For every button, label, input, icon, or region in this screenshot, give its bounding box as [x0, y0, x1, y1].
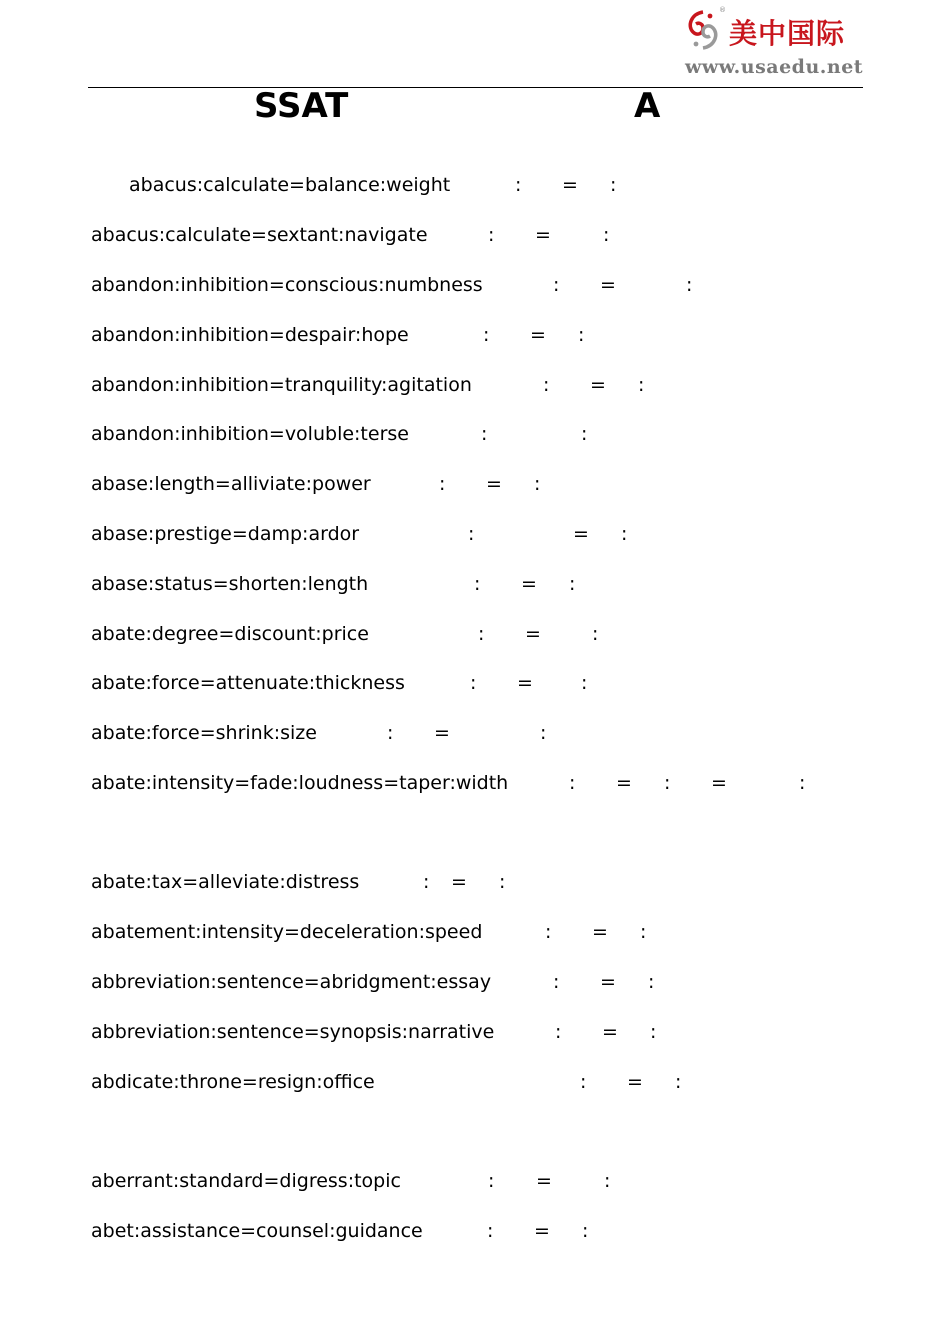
page-title-left: SSAT [254, 86, 349, 126]
colon-mark: : [664, 772, 671, 794]
colon-mark: : [604, 1170, 611, 1192]
analogy-text: abate:force=attenuate:thickness [91, 672, 405, 694]
analogy-row [0, 220, 950, 250]
colon-mark: : [543, 374, 550, 396]
analogy-row [0, 867, 950, 897]
colon-mark: : [470, 672, 477, 694]
colon-mark: : [650, 1021, 657, 1043]
analogy-text: abandon:inhibition=tranquility:agitation [91, 374, 472, 396]
usaedu-logo [683, 6, 863, 76]
analogy-text: abbreviation:sentence=synopsis:narrative [91, 1021, 495, 1043]
colon-mark: : [592, 623, 599, 645]
equals-mark: = [517, 672, 533, 694]
analogy-text: abacus:calculate=balance:weight [129, 174, 451, 196]
analogy-row [0, 170, 950, 200]
equals-mark: = [534, 1220, 550, 1242]
colon-mark: : [603, 224, 610, 246]
colon-mark: : [499, 871, 506, 893]
colon-mark: : [483, 324, 490, 346]
analogy-text: abandon:inhibition=despair:hope [91, 324, 409, 346]
colon-mark: : [488, 1170, 495, 1192]
equals-mark: = [562, 174, 578, 196]
analogy-text: abate:degree=discount:price [91, 623, 369, 645]
analogy-row [0, 1017, 950, 1047]
colon-mark: : [488, 224, 495, 246]
colon-mark: : [553, 971, 560, 993]
colon-mark: : [648, 971, 655, 993]
colon-mark: : [582, 1220, 589, 1242]
analogy-row [0, 1166, 950, 1196]
equals-mark: = [590, 374, 606, 396]
analogy-row [0, 718, 950, 748]
equals-mark: = [600, 274, 616, 296]
equals-mark: = [616, 772, 632, 794]
analogy-text: abatement:intensity=deceleration:speed [91, 921, 483, 943]
colon-mark: : [640, 921, 647, 943]
colon-mark: : [569, 573, 576, 595]
analogy-row [0, 619, 950, 649]
colon-mark: : [581, 423, 588, 445]
colon-mark: : [553, 274, 560, 296]
equals-mark: = [711, 772, 727, 794]
equals-mark: = [602, 1021, 618, 1043]
registered-mark: ® [719, 6, 726, 14]
analogy-row [0, 1067, 950, 1097]
equals-mark: = [592, 921, 608, 943]
colon-mark: : [675, 1071, 682, 1093]
colon-mark: : [439, 473, 446, 495]
analogy-row [0, 320, 950, 350]
colon-mark: : [423, 871, 430, 893]
equals-mark: = [525, 623, 541, 645]
analogy-row [0, 1216, 950, 1246]
analogy-text: abandon:inhibition=voluble:terse [91, 423, 409, 445]
analogy-row [0, 967, 950, 997]
colon-mark: : [621, 523, 628, 545]
analogy-row [0, 668, 950, 698]
analogy-row [0, 569, 950, 599]
colon-mark: : [474, 573, 481, 595]
colon-mark: : [578, 324, 585, 346]
analogy-text: abate:intensity=fade:loudness=taper:width [91, 772, 509, 794]
analogy-row [0, 469, 950, 499]
analogy-text: abate:force=shrink:size [91, 722, 317, 744]
colon-mark: : [686, 274, 693, 296]
colon-mark: : [610, 174, 617, 196]
colon-mark: : [569, 772, 576, 794]
logo-chinese-name: 美中国际 [729, 17, 846, 50]
colon-mark: : [638, 374, 645, 396]
analogy-row [0, 270, 950, 300]
analogy-row [0, 370, 950, 400]
equals-mark: = [573, 523, 589, 545]
analogy-row [0, 419, 950, 449]
colon-mark: : [534, 473, 541, 495]
colon-mark: : [515, 174, 522, 196]
colon-mark: : [468, 523, 475, 545]
analogy-text: abase:status=shorten:length [91, 573, 369, 595]
equals-mark: = [486, 473, 502, 495]
equals-mark: = [535, 224, 551, 246]
analogy-text: abdicate:throne=resign:office [91, 1071, 375, 1093]
colon-mark: : [478, 623, 485, 645]
analogy-text: abet:assistance=counsel:guidance [91, 1220, 423, 1242]
equals-mark: = [627, 1071, 643, 1093]
colon-mark: : [580, 1071, 587, 1093]
colon-mark: : [540, 722, 547, 744]
equals-mark: = [530, 324, 546, 346]
colon-mark: : [581, 672, 588, 694]
logo-url: www.usaedu.net [685, 56, 864, 78]
colon-mark: : [545, 921, 552, 943]
analogy-text: abbreviation:sentence=abridgment:essay [91, 971, 492, 993]
analogy-text: abate:tax=alleviate:distress [91, 871, 360, 893]
header-rule [88, 87, 863, 88]
logo-swirl-icon [683, 8, 723, 52]
equals-mark: = [521, 573, 537, 595]
colon-mark: : [481, 423, 488, 445]
colon-mark: : [799, 772, 806, 794]
analogy-text: abase:prestige=damp:ardor [91, 523, 360, 545]
colon-mark: : [387, 722, 394, 744]
equals-mark: = [451, 871, 467, 893]
analogy-text: abase:length=alliviate:power [91, 473, 371, 495]
equals-mark: = [434, 722, 450, 744]
analogy-row [0, 768, 950, 798]
page-title-right: A [634, 86, 661, 126]
equals-mark: = [600, 971, 616, 993]
analogy-text: abacus:calculate=sextant:navigate [91, 224, 428, 246]
equals-mark: = [536, 1170, 552, 1192]
analogy-row [0, 519, 950, 549]
analogy-text: aberrant:standard=digress:topic [91, 1170, 401, 1192]
analogy-text: abandon:inhibition=conscious:numbness [91, 274, 483, 296]
colon-mark: : [487, 1220, 494, 1242]
analogy-row [0, 917, 950, 947]
colon-mark: : [555, 1021, 562, 1043]
